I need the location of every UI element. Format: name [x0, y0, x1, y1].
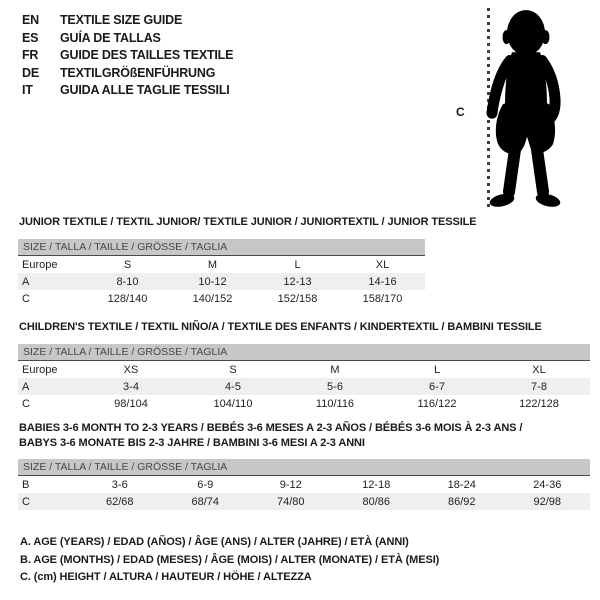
table-cell: 122/128 [519, 397, 559, 410]
language-code: IT [22, 83, 33, 97]
row-label: Europe [22, 258, 58, 271]
table-cell: 24-36 [533, 478, 562, 491]
row-label: B [22, 478, 30, 491]
table-cell: XL [375, 258, 390, 271]
language-label: GUÍA DE TALLAS [60, 30, 161, 45]
section-title-children: CHILDREN'S TEXTILE / TEXTIL NIÑO/A / TEXTILE DES ENFANTS / KINDERTEXTIL / BAMBINI TESSILE [19, 321, 542, 333]
table-cell: L [294, 258, 301, 271]
table-cell: 14-16 [368, 275, 397, 288]
section-title-babies-line1: BABIES 3-6 MONTH TO 2-3 YEARS / BEBÉS 3-6 MESES A 2-3 AÑOS / BÉBÉS 3-6 MOIS À 2-3 ANS / [19, 422, 523, 434]
table-cell: 68/74 [191, 495, 220, 508]
junior-size-table [18, 239, 425, 307]
table-cell: 158/170 [362, 292, 403, 305]
language-row-de [22, 66, 233, 84]
table-cell: M [207, 258, 218, 271]
table-cell: S [229, 363, 237, 376]
language-code: EN [22, 13, 39, 27]
footnote-c: C. (cm) HEIGHT / ALTURA / HAUTEUR / HÖHE / ALTEZZA [20, 571, 312, 583]
language-row-en [22, 13, 233, 31]
table-cell: 74/80 [276, 495, 305, 508]
table-row [18, 273, 425, 290]
table-row [18, 493, 590, 510]
table-cell: 12-18 [362, 478, 391, 491]
table-cell: 86/92 [447, 495, 476, 508]
table-cell: 12-13 [283, 275, 312, 288]
table-cell: 5-6 [327, 380, 343, 393]
language-code: DE [22, 65, 39, 80]
language-row-es [22, 31, 233, 49]
table-row [18, 290, 425, 307]
size-header-bar: SIZE / TALLA / TAILLE / GRÖSSE / TAGLIA [18, 459, 590, 476]
table-cell: L [433, 363, 441, 376]
table-cell: S [123, 258, 132, 271]
table-cell: 18-24 [447, 478, 476, 491]
size-header-bar: SIZE / TALLA / TAILLE / GRÖSSE / TAGLIA [18, 239, 425, 256]
language-label: TEXTILGRÖßENFÜHRUNG [60, 65, 216, 80]
baby-silhouette-icon [481, 9, 577, 209]
babies-size-table [18, 459, 590, 510]
children-size-table [18, 344, 590, 412]
language-label: TEXTILE SIZE GUIDE [60, 13, 183, 27]
table-row [18, 476, 590, 493]
table-row [18, 256, 425, 273]
footnote-b: B. AGE (MONTHS) / EDAD (MESES) / ÂGE (MOIS) / ALTER (MONATE) / ETÀ (MESI) [20, 553, 440, 566]
row-label: A [22, 380, 30, 393]
table-row [18, 378, 590, 395]
language-code: FR [22, 48, 39, 62]
footnote-a: A. AGE (YEARS) / EDAD (AÑOS) / ÂGE (ANS) / ALTER (JAHRE) / ETÀ (ANNI) [20, 536, 409, 548]
table-cell: 116/122 [417, 397, 457, 410]
row-label: A [22, 275, 30, 288]
table-cell: 8-10 [116, 275, 139, 288]
table-cell: 4-5 [225, 380, 241, 393]
footnotes [20, 536, 439, 589]
table-cell: 3-4 [123, 380, 139, 393]
language-label: GUIDA ALLE TAGLIE TESSILI [60, 83, 230, 97]
language-code: ES [22, 30, 39, 45]
table-cell: 80/86 [362, 495, 391, 508]
table-row [18, 395, 590, 412]
table-cell: M [330, 363, 340, 376]
row-label: C [22, 397, 30, 410]
table-cell: 7-8 [531, 380, 547, 393]
table-cell: 92/98 [533, 495, 562, 508]
table-cell: XL [532, 363, 546, 376]
section-title-babies-line2: BABYS 3-6 MONATE BIS 2-3 JAHRE / BAMBINI 3-6 MESI A 2-3 ANNI [19, 437, 365, 449]
table-row [18, 361, 590, 378]
row-label: Europe [22, 363, 58, 376]
section-title-junior: JUNIOR TEXTILE / TEXTIL JUNIOR/ TEXTILE JUNIOR / JUNIORTEXTIL / JUNIOR TESSILE [19, 216, 477, 228]
table-cell: 9-12 [279, 478, 302, 491]
table-cell: 140/152 [192, 292, 233, 305]
table-cell: 6-7 [429, 380, 445, 393]
language-label: GUIDE DES TAILLES TEXTILE [60, 48, 234, 62]
language-list [22, 13, 233, 101]
table-cell: 10-12 [198, 275, 227, 288]
table-cell: 128/140 [107, 292, 148, 305]
table-cell: 98/104 [114, 397, 148, 410]
size-header-bar: SIZE / TALLA / TAILLE / GRÖSSE / TAGLIA [18, 344, 590, 361]
table-cell: 104/110 [213, 397, 253, 410]
table-cell: XS [123, 363, 139, 376]
language-row-fr [22, 48, 233, 66]
table-cell: 6-9 [197, 478, 214, 491]
row-label: C [22, 292, 30, 305]
table-cell: 3-6 [111, 478, 128, 491]
table-cell: 110/116 [315, 397, 355, 410]
language-row-it [22, 83, 233, 101]
section-title-babies [19, 421, 522, 451]
table-cell: 152/158 [277, 292, 318, 305]
row-label: C [22, 495, 30, 508]
height-measure-label: C [456, 105, 465, 119]
table-cell: 62/68 [105, 495, 134, 508]
